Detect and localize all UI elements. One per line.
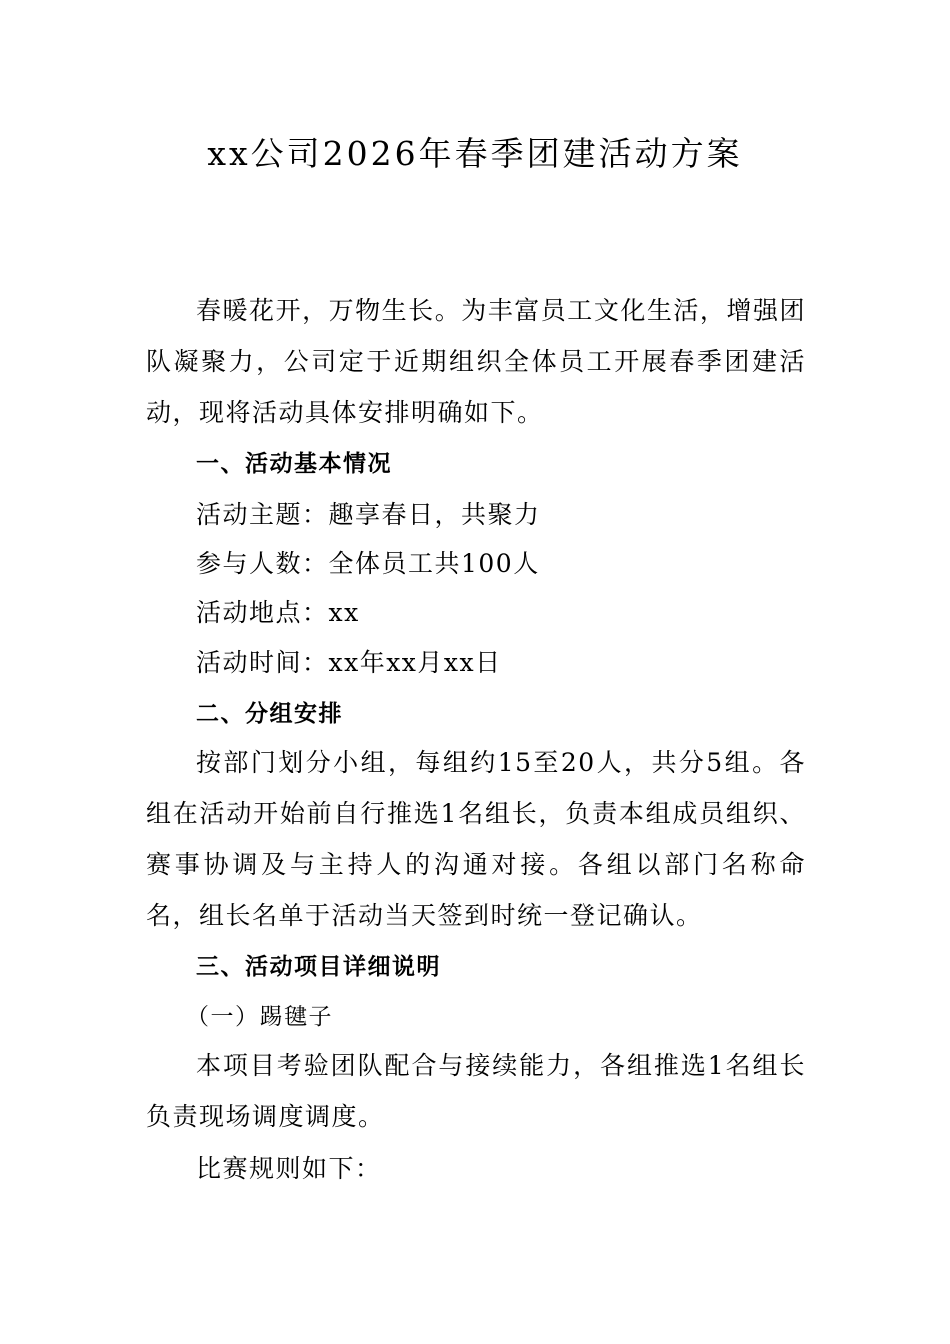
subsection-1-heading: （一）踢毽子 (186, 1004, 333, 1030)
section-3-heading: 三、活动项目详细说明 (196, 954, 441, 980)
intro-paragraph: 春暖花开，万物生长。为丰富员工文化生活，增强团队凝聚力，公司定于近期组织全体员工开展春季团建活动，现将活动具体安排明确如下。 (146, 296, 806, 427)
activity-location: 活动地点：xx (196, 598, 360, 627)
participant-count: 参与人数：全体员工共100人 (196, 549, 540, 578)
rules-intro: 比赛规则如下： (196, 1154, 382, 1183)
activity-time: 活动时间：xx年xx月xx日 (196, 648, 502, 677)
section-2-heading: 二、分组安排 (196, 701, 343, 727)
grouping-paragraph: 按部门划分小组，每组约15至20人，共分5组。各组在活动开始前自行推选1名组长，负责本组成员组织、赛事协调及与主持人的沟通对接。各组以部门名称命名，组长名单于活动当天签到时统一登记确认。 (146, 748, 806, 930)
document-title: xx公司2026年春季团建活动方案 (207, 134, 743, 173)
section-1-heading: 一、活动基本情况 (196, 451, 392, 477)
activity-theme: 活动主题：趣享春日，共聚力 (196, 500, 541, 529)
shuttlecock-paragraph: 本项目考验团队配合与接续能力，各组推选1名组长负责现场调度调度。 (146, 1051, 806, 1131)
